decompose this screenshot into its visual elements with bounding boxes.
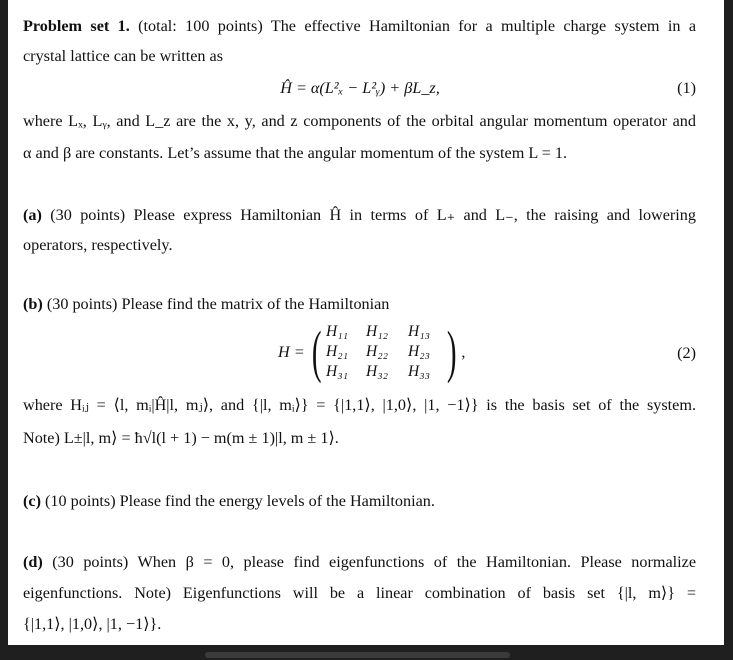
intro-line-2: crystal lattice can be written as xyxy=(23,47,224,65)
matrix-trailing-comma: , xyxy=(461,342,466,361)
horizontal-scrollbar-thumb[interactable] xyxy=(205,652,510,658)
matrix-lhs: H = xyxy=(278,342,305,361)
problem-document xyxy=(8,0,724,645)
matrix-cell: H₂₃ xyxy=(408,343,430,360)
part-a-line-2: operators, respectively. xyxy=(23,236,173,254)
intro-line-1 xyxy=(23,16,696,36)
matrix-cell: H₃₂ xyxy=(366,363,388,380)
part-d-line-2: eigenfunctions. Note) Eigenfunctions will be a linear combination of basis set {|l, m⟩} = xyxy=(23,584,696,602)
hamiltonian-matrix xyxy=(326,322,442,382)
matrix-cell: H₁₁ xyxy=(326,323,348,340)
part-d-label: (d) xyxy=(23,553,43,571)
matrix-right-paren: ) xyxy=(446,319,457,384)
matrix-cell: H₃₃ xyxy=(408,363,430,380)
matrix-equation xyxy=(278,321,465,383)
part-b-text-1: (30 points) Please find the matrix of the Hamiltonian xyxy=(42,295,390,313)
where-line-2: α and β are constants. Let’s assume that the angular momentum of the system L = 1. xyxy=(23,144,568,162)
part-d-text-1: (30 points) When β = 0, please find eigenfunctions of the Hamiltonian. Please normalize xyxy=(42,553,696,571)
part-d-line-3: {|1,1⟩, |1,0⟩, |1, −1⟩}. xyxy=(23,615,162,633)
part-a-text-1: (30 points) Please express Hamiltonian Ĥ in terms of L₊ and L₋, the raising and lowering xyxy=(41,206,696,224)
part-b-where-line: where Hᵢⱼ = ⟨l, mᵢ|Ĥ|l, mⱼ⟩, and {|l, mᵢ⟩} = {|1,1⟩, |1,0⟩, |1, −1⟩} is the basis set of the system. xyxy=(23,396,696,414)
matrix-cell: H₁₃ xyxy=(408,323,430,340)
part-d-line-1 xyxy=(23,552,696,572)
matrix-left-paren: ( xyxy=(311,319,322,384)
problem-title: Problem set 1. xyxy=(23,17,130,35)
part-c-line-1 xyxy=(23,491,435,511)
part-b-line-1 xyxy=(23,294,389,314)
equation-2-number: (2) xyxy=(677,344,696,362)
where-line-1: where Lₓ, Lᵧ, and L_z are the x, y, and z components of the orbital angular momentum operator and xyxy=(23,112,696,130)
matrix-cell: H₂₂ xyxy=(366,343,388,360)
matrix-cell: H₂₁ xyxy=(326,343,348,360)
part-a-label: (a) xyxy=(23,206,42,224)
matrix-cell: H₁₂ xyxy=(366,323,388,340)
equation-1-number: (1) xyxy=(677,79,696,97)
part-c-label: (c) xyxy=(23,492,41,510)
equation-1: Ĥ = α(L²ₓ − L²ᵧ) + βL_z, xyxy=(280,79,440,97)
part-c-text-1: (10 points) Please find the energy levels of the Hamiltonian. xyxy=(40,492,435,510)
matrix-cell: H₃₁ xyxy=(326,363,348,380)
part-a-line-1 xyxy=(23,205,696,225)
part-b-note-line: Note) L±|l, m⟩ = ħ√l(l + 1) − m(m ± 1)|l, m ± 1⟩. xyxy=(23,429,339,447)
intro-text-1: (total: 100 points) The effective Hamiltonian for a multiple charge system in a xyxy=(129,17,696,35)
part-b-label: (b) xyxy=(23,295,43,313)
